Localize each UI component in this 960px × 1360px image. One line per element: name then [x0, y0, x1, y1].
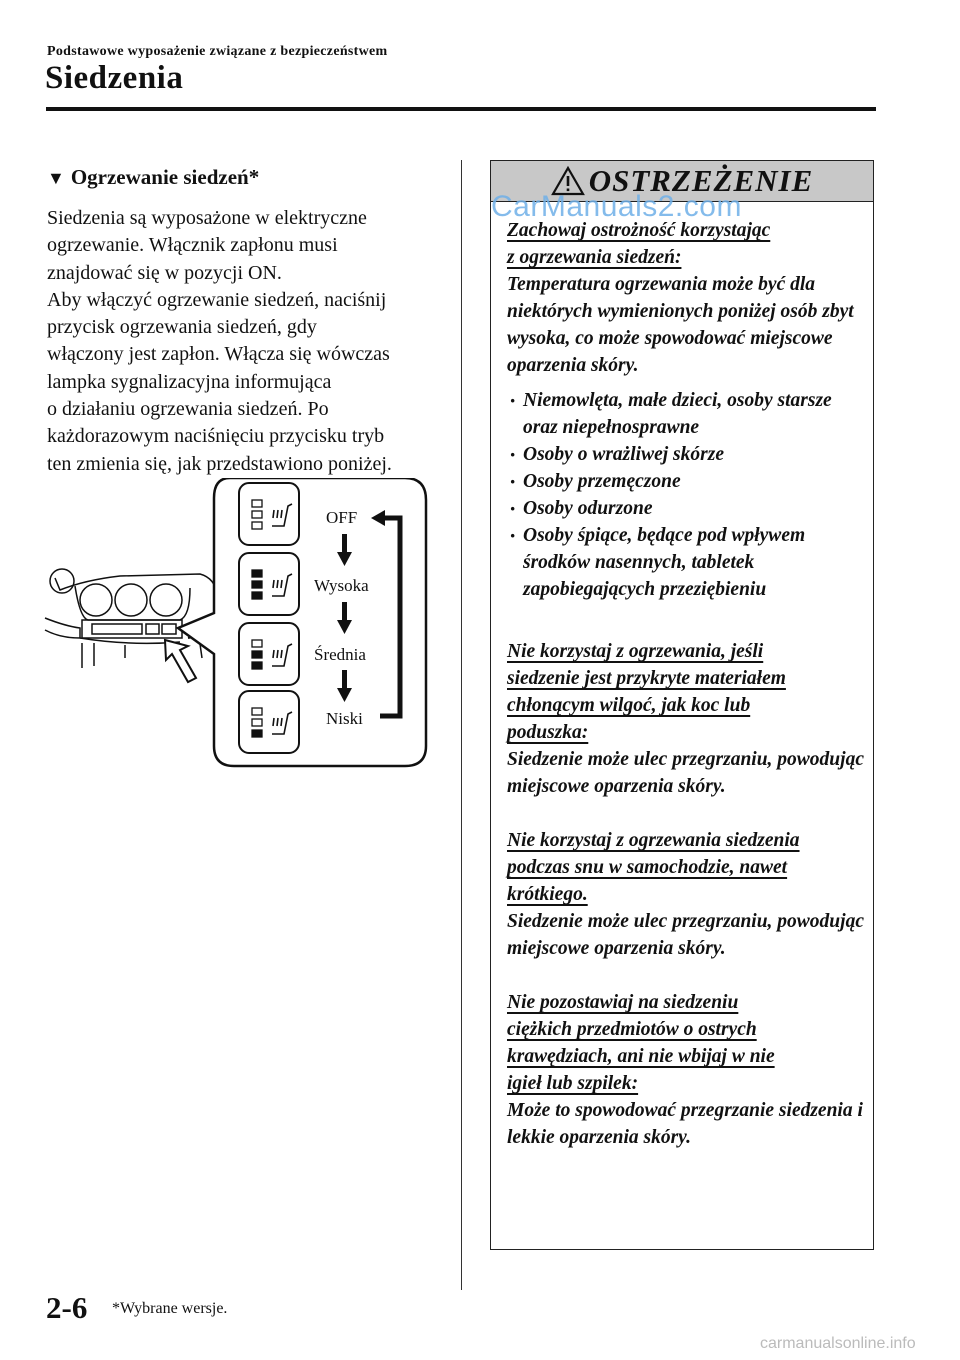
level-indicator — [252, 592, 262, 599]
switch-high — [239, 553, 299, 615]
warning-list-item: · Osoby o wrażliwej skórze — [507, 441, 867, 468]
body-line: każdorazowym naciśnięciu przycisku tryb — [47, 425, 385, 448]
level-indicator — [252, 640, 262, 647]
footnote: *Wybrane wersje. — [112, 1300, 228, 1317]
warning-heading: Nie pozostawiaj na siedzeniu — [507, 992, 739, 1013]
level-indicator — [252, 651, 262, 658]
body-line: przycisk ogrzewania siedzeń, gdy — [47, 316, 317, 339]
warning-body: Siedzenie może ulec przegrzaniu, powodując miejscowe oparzenia skóry. — [507, 749, 864, 797]
body-text — [47, 205, 437, 478]
warning-heading: podczas snu w samochodzie, nawet — [507, 857, 788, 878]
watermark: CarManuals2.com — [491, 190, 742, 223]
level-indicator — [252, 719, 262, 726]
level-indicator — [252, 570, 262, 577]
seat-heater-diagram — [40, 478, 440, 768]
switch-low — [239, 691, 299, 753]
warning-heading: Nie korzystaj z ogrzewania siedzenia — [507, 830, 800, 851]
warning-list-item: · Niemowlęta, małe dzieci, osoby starsze oraz niepełnosprawne — [507, 387, 867, 441]
level-indicator — [252, 708, 262, 715]
switch-medium — [239, 623, 299, 685]
warning-heading: Nie korzystaj z ogrzewania, jeśli — [507, 641, 764, 662]
warning-box — [490, 160, 874, 1250]
warning-heading: krótkiego. — [507, 884, 588, 905]
level-indicator — [252, 581, 262, 588]
warning-heading: Zachowaj ostrożność korzystając — [507, 220, 771, 241]
warning-body: Siedzenie może ulec przegrzaniu, powodując miejscowe oparzenia skóry. — [507, 911, 864, 959]
warning-heading: z ogrzewania siedzeń: — [507, 247, 682, 268]
warning-heading: chłonącym wilgoć, jak koc lub — [507, 695, 751, 716]
warning-heading: poduszka: — [507, 722, 589, 743]
warning-list — [507, 387, 867, 603]
arrow-down-icon — [342, 602, 347, 622]
warning-heading: krawędziach, ani nie wbijaj w nie — [507, 1046, 775, 1067]
page-title: Siedzenia — [45, 60, 184, 96]
warning-list-item: · Osoby przemęczone — [507, 468, 867, 495]
body-line: włączony jest zapłon. Włącza się wówczas — [47, 343, 390, 366]
triangle-marker-icon: ▼ — [47, 168, 65, 188]
switch-off — [239, 483, 299, 545]
body-line: ten zmienia się, jak przedstawiono poniżej. — [47, 452, 392, 475]
warning-list-item: · Osoby śpiące, będące pod wpływem środków nasennych, tabletek zapobiegających przeziębieniu — [507, 522, 867, 603]
title-rule — [46, 107, 876, 111]
mode-label-medium: Średnia — [314, 645, 366, 664]
subsection-heading — [47, 165, 259, 190]
mode-label-high: Wysoka — [314, 576, 369, 595]
warning-heading: ciężkich przedmiotów o ostrych — [507, 1019, 757, 1040]
warning-content — [507, 217, 867, 1151]
arrow-down-icon — [342, 670, 347, 690]
body-line: Siedzenia są wyposażone w elektryczne — [47, 207, 367, 229]
mode-label-low: Niski — [326, 709, 363, 728]
dashboard-drawing — [45, 569, 218, 668]
body-line: znajdować się w pozycji ON. — [47, 261, 282, 284]
body-line: o działaniu ogrzewania siedzeń. Po — [47, 398, 329, 421]
warning-body: Może to spowodować przegrzanie siedzenia i lekkie oparzenia skóry. — [507, 1100, 863, 1148]
body-line: Aby włączyć ogrzewanie siedzeń, naciśnij — [47, 288, 387, 311]
subsection-heading-text: Ogrzewanie siedzeń* — [70, 165, 260, 189]
level-indicator — [252, 662, 262, 669]
mode-label-off: OFF — [326, 508, 358, 527]
warning-list-item: · Osoby odurzone — [507, 495, 867, 522]
level-indicator — [252, 500, 262, 507]
level-indicator — [252, 522, 262, 529]
page-number: 2-6 — [46, 1290, 88, 1325]
body-line: ogrzewanie. Włącznik zapłonu musi — [47, 234, 338, 257]
column-divider — [461, 160, 462, 1290]
level-indicator — [252, 511, 262, 518]
warning-body: Temperatura ogrzewania może być dla niektórych wymienionych poniżej osób zbyt wysoka, co może spowodować miejscowe oparzenia skóry. — [507, 274, 854, 376]
warning-title: OSTRZEŻENIE — [588, 163, 814, 198]
level-indicator — [252, 730, 262, 737]
body-line: lampka sygnalizacyjna informująca — [47, 370, 332, 393]
warning-heading: igieł lub szpilek: — [507, 1073, 639, 1094]
site-watermark: carmanualsonline.info — [760, 1335, 916, 1352]
arrow-down-icon — [342, 534, 347, 554]
callout-frame — [178, 478, 426, 766]
warning-heading: siedzenie jest przykryte materiałem — [507, 668, 786, 689]
section-label: Podstawowe wyposażenie związane z bezpieczeństwem — [47, 44, 388, 59]
